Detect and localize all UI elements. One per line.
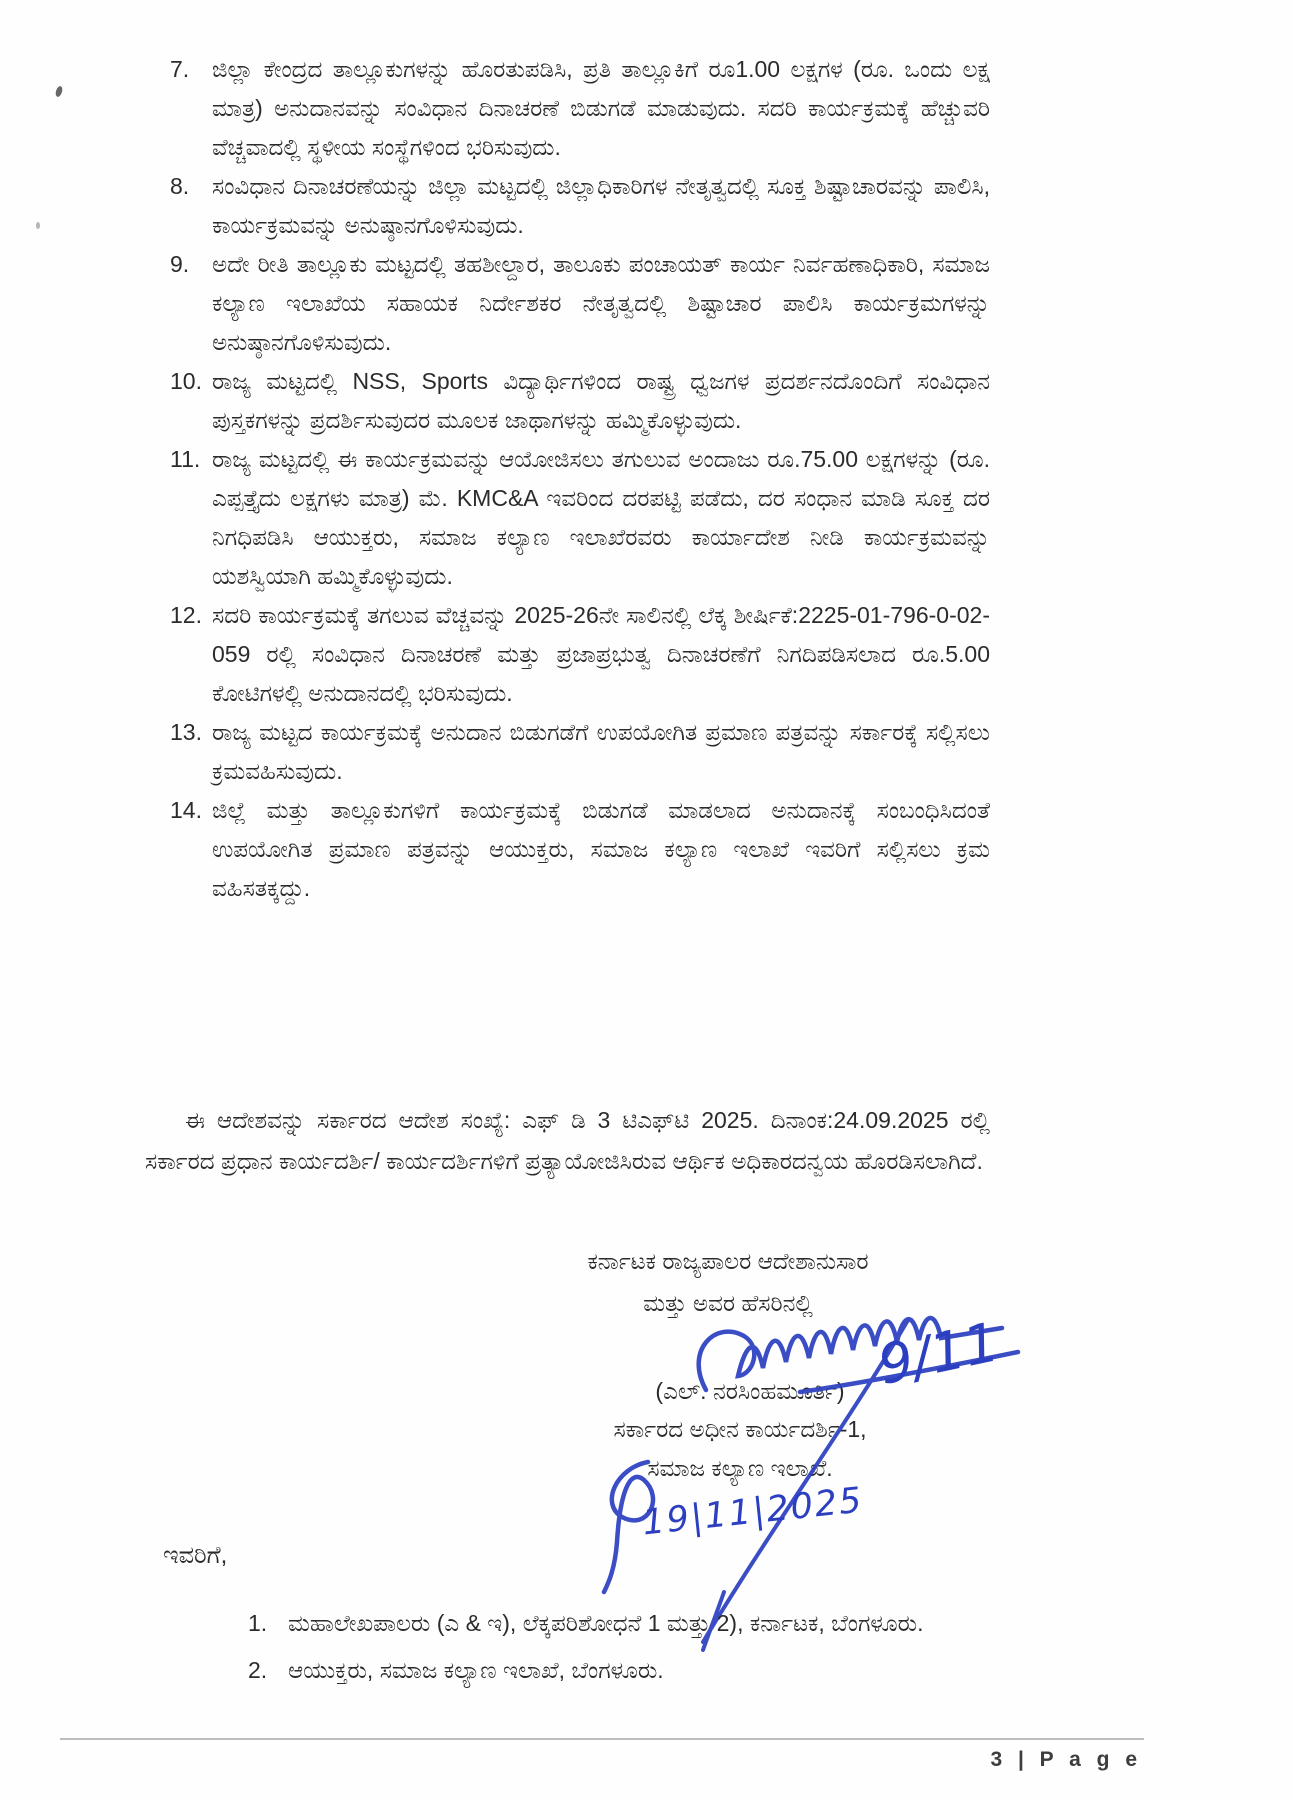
by-order-line-1: ಕರ್ನಾಟಕ ರಾಜ್ಯಪಾಲರ ಆದೇಶಾನುಸಾರ — [587, 1248, 869, 1274]
item-text: ರಾಜ್ಯ ಮಟ್ಟದಲ್ಲಿ ಈ ಕಾರ್ಯಕ್ರಮವನ್ನು ಆಯೋಜಿಸಲು ತಗುಲುವ ಅಂದಾಜು ರೂ.75.00 ಲಕ್ಷಗಳನ್ನು (ರೂ. ಎಪ್ಪತ್ತೈದು ಲಕ್ಷಗಳು ಮಾತ್ರ) ಮೆ. KMC&A ಇವರಿಂದ ದರಪಟ್ಟಿ ಪಡೆದು, ದರ ಸಂಧಾನ ಮಾಡಿ ಸೂಕ್ತ ದರ ನಿಗಧಿಪಡಿಸಿ ಆಯುಕ್ತರು, ಸಮಾಜ ಕಲ್ಯಾಣ ಇಲಾಖೆರವರು ಕಾರ್ಯಾದೇಶ ನೀಡಿ ಕಾರ್ಯಕ್ರಮವನ್ನು ಯಶಸ್ವಿಯಾಗಿ ಹಮ್ಮಿಕೊಳ್ಳುವುದು. — [212, 446, 990, 589]
distribution-item — [248, 1600, 1036, 1647]
by-order-line-2: ಮತ್ತು ಅವರ ಹೆಸರಿನಲ್ಲಿ — [643, 1290, 813, 1316]
order-directive-item — [170, 362, 990, 440]
scan-speck — [36, 222, 40, 229]
order-directives-list — [170, 50, 990, 908]
distribution-list — [248, 1600, 1036, 1694]
signatory-department: ಸಮಾಜ ಕಲ್ಯಾಣ ಇಲಾಖೆ. — [647, 1455, 833, 1481]
scan-speck — [54, 85, 63, 97]
distribution-heading: ಇವರಿಗೆ, — [163, 1542, 228, 1569]
signatory-name: (ಎಲ್. ನರಸಿಂಹಮೂರ್ತಿ) — [655, 1378, 845, 1404]
order-directive-item — [170, 713, 990, 791]
order-directive-item — [170, 50, 990, 167]
item-number: 11. — [170, 446, 201, 472]
footer-divider — [60, 1738, 1144, 1740]
order-directive-item — [170, 791, 990, 908]
handwritten-note: 9/11 — [872, 1310, 1005, 1397]
distribution-item — [248, 1647, 1036, 1694]
item-number: 9. — [170, 251, 190, 277]
closing-paragraph: ಈ ಆದೇಶವನ್ನು ಸರ್ಕಾರದ ಆದೇಶ ಸಂಖ್ಯೆ: ಎಫ್ ಡಿ 3 ಟಿಎಫ್‌ಟಿ 2025. ದಿನಾಂಕ:24.09.2025 ರಲ್ಲಿ ಸರ್ಕಾರದ ಪ್ರಧಾನ ಕಾರ್ಯದರ್ಶಿ/ ಕಾರ್ಯದರ್ಶಿಗಳಿಗೆ ಪ್ರತ್ಯಾಯೋಜಿಸಿರುವ ಆರ್ಥಿಕ ಅಧಿಕಾರದನ್ವಯ ಹೊರಡಿಸಲಾಗಿದೆ. — [145, 1107, 990, 1174]
item-number: 8. — [170, 173, 190, 199]
item-text: ರಾಜ್ಯ ಮಟ್ಟದ ಕಾರ್ಯಕ್ರಮಕ್ಕೆ ಅನುದಾನ ಬಿಡುಗಡೆಗೆ ಉಪಯೋಗಿತ ಪ್ರಮಾಣ ಪತ್ರವನ್ನು ಸರ್ಕಾರಕ್ಕೆ ಸಲ್ಲಿಸಲು ಕ್ರಮವಹಿಸುವುದು. — [212, 719, 990, 784]
item-number: 14. — [170, 797, 202, 823]
item-text: ಅದೇ ರೀತಿ ತಾಲ್ಲೂಕು ಮಟ್ಟದಲ್ಲಿ ತಹಶೀಲ್ದಾರ, ತಾಲೂಕು ಪಂಚಾಯತ್ ಕಾರ್ಯ ನಿರ್ವಹಣಾಧಿಕಾರಿ, ಸಮಾಜ ಕಲ್ಯಾಣ ಇಲಾಖೆಯ ಸಹಾಯಕ ನಿರ್ದೇಶಕರ ನೇತೃತ್ವದಲ್ಲಿ ಶಿಷ್ಟಾಚಾರ ಪಾಲಿಸಿ ಕಾರ್ಯಕ್ರಮಗಳನ್ನು ಅನುಷ್ಠಾನಗೊಳಿಸುವುದು. — [212, 251, 990, 355]
item-text: ಜಿಲ್ಲೆ ಮತ್ತು ತಾಲ್ಲೂಕುಗಳಿಗೆ ಕಾರ್ಯಕ್ರಮಕ್ಕೆ ಬಿಡುಗಡೆ ಮಾಡಲಾದ ಅನುದಾನಕ್ಕೆ ಸಂಬಂಧಿಸಿದಂತೆ ಉಪಯೋಗಿತ ಪ್ರಮಾಣ ಪತ್ರವನ್ನು ಆಯುಕ್ತರು, ಸಮಾಜ ಕಲ್ಯಾಣ ಇಲಾಖೆ ಇವರಿಗೆ ಸಲ್ಲಿಸಲು ಕ್ರಮ ವಹಿಸತಕ್ಕದ್ದು. — [212, 797, 990, 901]
page-number-footer: 3 | P a g e — [990, 1748, 1142, 1771]
item-text: ಜಿಲ್ಲಾ ಕೇಂದ್ರದ ತಾಲ್ಲೂಕುಗಳನ್ನು ಹೊರತುಪಡಿಸಿ, ಪ್ರತಿ ತಾಲ್ಲೂಕಿಗೆ ರೂ1.00 ಲಕ್ಷಗಳ (ರೂ. ಒಂದು ಲಕ್ಷ ಮಾತ್ರ) ಅನುದಾನವನ್ನು ಸಂವಿಧಾನ ದಿನಾಚರಣೆ ಬಿಡುಗಡೆ ಮಾಡುವುದು. ಸದರಿ ಕಾರ್ಯಕ್ರಮಕ್ಕೆ ಹೆಚ್ಚುವರಿ ವೆಚ್ಚವಾದಲ್ಲಿ ಸ್ಥಳೀಯ ಸಂಸ್ಥೆಗಳಿಂದ ಭರಿಸುವುದು. — [212, 56, 990, 160]
order-directive-item — [170, 596, 990, 713]
order-directive-item — [170, 440, 990, 596]
item-text: ಸಂವಿಧಾನ ದಿನಾಚರಣೆಯನ್ನು ಜಿಲ್ಲಾ ಮಟ್ಟದಲ್ಲಿ ಜಿಲ್ಲಾಧಿಕಾರಿಗಳ ನೇತೃತ್ವದಲ್ಲಿ ಸೂಕ್ತ ಶಿಷ್ಟಾಚಾರವನ್ನು ಪಾಲಿಸಿ, ಕಾರ್ಯಕ್ರಮವನ್ನು ಅನುಷ್ಠಾನಗೊಳಿಸುವುದು. — [212, 173, 990, 238]
item-number: 13. — [170, 719, 202, 745]
item-text: ರಾಜ್ಯ ಮಟ್ಟದಲ್ಲಿ NSS, Sports ವಿದ್ಯಾರ್ಥಿಗಳಿಂದ ರಾಷ್ಟ್ರ ಧ್ವಜಗಳ ಪ್ರದರ್ಶನದೊಂದಿಗೆ ಸಂವಿಧಾನ ಪುಸ್ತಕಗಳನ್ನು ಪ್ರದರ್ಶಿಸುವುದರ ಮೂಲಕ ಜಾಥಾಗಳನ್ನು ಹಮ್ಮಿಕೊಳ್ಳುವುದು. — [212, 368, 990, 433]
order-directive-item — [170, 167, 990, 245]
item-number: 12. — [170, 602, 202, 628]
item-text: ಆಯುಕ್ತರು, ಸಮಾಜ ಕಲ್ಯಾಣ ಇಲಾಖೆ, ಬೆಂಗಳೂರು. — [288, 1657, 664, 1683]
item-number: 7. — [170, 56, 190, 82]
item-number: 10. — [170, 368, 202, 394]
item-number: 1. — [248, 1610, 268, 1636]
item-text: ಸದರಿ ಕಾರ್ಯಕ್ರಮಕ್ಕೆ ತಗಲುವ ವೆಚ್ಚವನ್ನು 2025-26ನೇ ಸಾಲಿನಲ್ಲಿ ಲೆಕ್ಕ ಶೀರ್ಷಿಕೆ:2225-01-796-0-02-059 ರಲ್ಲಿ ಸಂವಿಧಾನ ದಿನಾಚರಣೆ ಮತ್ತು ಪ್ರಜಾಪ್ರಭುತ್ವ ದಿನಾಚರಣೆಗೆ ನಿಗದಿಪಡಿಸಲಾದ ರೂ.5.00 ಕೋಟಿಗಳಲ್ಲಿ ಅನುದಾನದಲ್ಲಿ ಭರಿಸುವುದು. — [212, 602, 990, 706]
signatory-title: ಸರ್ಕಾರದ ಅಧೀನ ಕಾರ್ಯದರ್ಶಿ-1, — [613, 1416, 867, 1442]
handwritten-date: 19|11|2025 — [640, 1480, 866, 1544]
order-directive-item — [170, 245, 990, 362]
item-text: ಮಹಾಲೇಖಪಾಲರು (ಎ & ಇ), ಲೆಕ್ಕಪರಿಶೋಧನೆ 1 ಮತ್ತು 2), ಕರ್ನಾಟಕ, ಬೆಂಗಳೂರು. — [288, 1610, 924, 1636]
item-number: 2. — [248, 1657, 268, 1683]
